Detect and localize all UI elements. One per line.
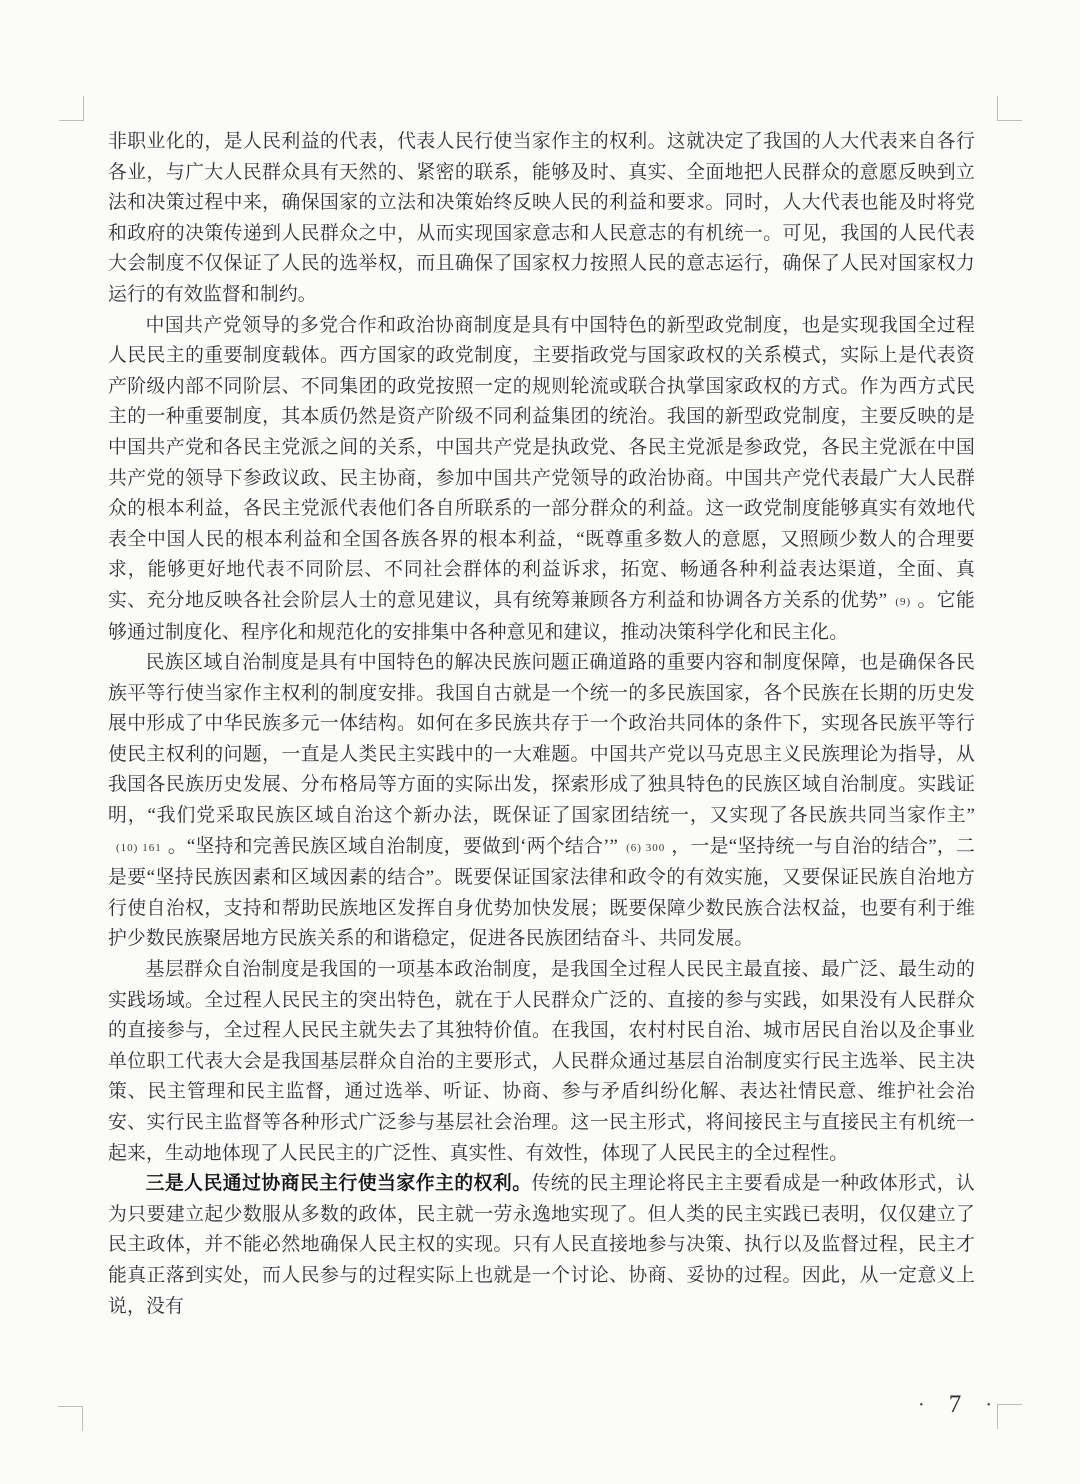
document-body	[108, 127, 975, 1322]
paragraph	[108, 955, 975, 1169]
text-run: 传统的民主理论将民主主要看成是一种政体形式，认为只要建立起少数服从多数的政体，民主就一劳永逸地实现了。但人类的民主实践已表明，仅仅建立了民主政体，并不能必然地确保人民主权的实现。只有人民直接地参与决策、执行以及监督过程，民主才能真正落到实处，而人民参与的过程实际上也就是一个讨论、协商、妥协的过程。因此，从一定意义上说，没有	[108, 1173, 975, 1317]
citation-marker: (10) 161	[116, 841, 162, 854]
paragraph	[108, 648, 975, 955]
text-run: 基层群众自治制度是我国的一项基本政治制度，是我国全过程人民民主最直接、最广泛、最生动的实践场域。全过程人民民主的突出特色，就在于人民群众广泛的、直接的参与实践，如果没有人民群众的直接参与，全过程人民民主就失去了其独特价值。在我国，农村村民自治、城市居民自治以及企事业单位职工代表大会是我国基层群众自治的主要形式，人民群众通过基层自治制度实行民主选举、民主决策、民主管理和民主监督，通过选举、听证、协商、参与矛盾纠纷化解、表达社情民意、维护社会治安、实行民主监督等各种形式广泛参与基层社会治理。这一民主形式，将间接民主与直接民主有机统一起来，生动地体现了人民民主的广泛性、真实性、有效性，体现了人民民主的全过程性。	[108, 959, 975, 1164]
text-run: 非职业化的，是人民利益的代表，代表人民行使当家作主的权利。这就决定了我国的人大代表来自各行各业，与广大人民群众具有天然的、紧密的联系，能够及时、真实、全面地把人民群众的意愿反映到立法和决策过程中来，确保国家的立法和决策始终反映人民的利益和要求。同时，人大代表也能及时将党和政府的决策传递到人民群众之中，从而实现国家意志和人民意志的有机统一。可见，我国的人民代表大会制度不仅保证了人民的选举权，而且确保了国家权力按照人民的意志运行，确保了人民对国家权力运行的有效监督和制约。	[108, 131, 975, 305]
text-run: 。“坚持和完善民族区域自治制度，要做到‘两个结合’”	[167, 835, 619, 857]
citation-marker: (9)	[895, 595, 912, 608]
paragraph	[108, 311, 975, 649]
crop-mark-top-right	[997, 96, 1022, 121]
text-run: ，一是“坚持统一与自治的结合”，二是要“坚持民族因素和区域因素的结合”。既要保证国家法律和政令的有效实施，又要保证民族自治地方行使自治权，支持和帮助民族地区发挥自身优势加快发展；既要保障少数民族合法权益，也要有利于维护少数民族聚居地方民族关系的和谐稳定，促进各民族团结奋斗、共同发展。	[108, 835, 976, 950]
text-run: 民族区域自治制度是具有中国特色的解决民族问题正确道路的重要内容和制度保障，也是确保各民族平等行使当家作主权利的制度安排。我国自古就是一个统一的多民族国家，各个民族在长期的历史发展中形成了中华民族多元一体结构。如何在多民族共存于一个政治共同体的条件下，实现各民族平等行使民主权利的问题，一直是人类民主实践中的一大难题。中国共产党以马克思主义民族理论为指导，从我国各民族历史发展、分布格局等方面的实际出发，探索形成了独具特色的民族区域自治制度。实践证明，“我们党采取民族区域自治这个新办法，既保证了国家团结统一，又实现了各民族共同当家作主”	[108, 652, 975, 827]
text-run: 中国共产党领导的多党合作和政治协商制度是具有中国特色的新型政党制度，也是实现我国全过程人民民主的重要制度载体。西方国家的政党制度，主要指政党与国家政权的关系模式，实际上是代表资产阶级内部不同阶层、不同集团的政党按照一定的规则轮流或联合执掌国家政权的方式。作为西方式民主的一种重要制度，其本质仍然是资产阶级不同利益集团的统治。我国的新型政党制度，主要反映的是中国共产党和各民主党派之间的关系，中国共产党是执政党、各民主党派是参政党，各民主党派在中国共产党的领导下参政议政、民主协商，参加中国共产党领导的政治协商。中国共产党代表最广大人民群众的根本利益，各民主党派代表他们各自所联系的一部分群众的利益。这一政党制度能够真实有效地代表全中国人民的根本利益和全国各族各界的根本利益，“既尊重多数人的意愿，又照顾少数人的合理要求，能够更好地代表不同阶层、不同社会群体的利益诉求，拓宽、畅通各种利益表达渠道，全面、真实、充分地反映各社会阶层人士的意见建议，具有统筹兼顾各方利益和协调各方关系的优势”	[108, 314, 975, 611]
page-footer	[918, 1392, 992, 1417]
text-run: 。它能够通过制度化、程序化和规范化的安排集中各种意见和建议，推动决策科学化和民主化。	[108, 589, 975, 643]
citation-marker: (6) 300	[626, 841, 666, 854]
crop-mark-bottom-left	[58, 1406, 83, 1431]
footer-dot-right: ·	[985, 1393, 992, 1416]
page-number: 7	[948, 1391, 962, 1418]
bold-lead: 三是人民通过协商民主行使当家作主的权利。	[145, 1173, 532, 1195]
crop-mark-top-left	[59, 96, 84, 121]
crop-mark-bottom-right	[997, 1404, 1022, 1429]
paragraph	[108, 1169, 975, 1322]
paragraph	[108, 127, 975, 311]
footer-dot-left: ·	[918, 1393, 925, 1416]
